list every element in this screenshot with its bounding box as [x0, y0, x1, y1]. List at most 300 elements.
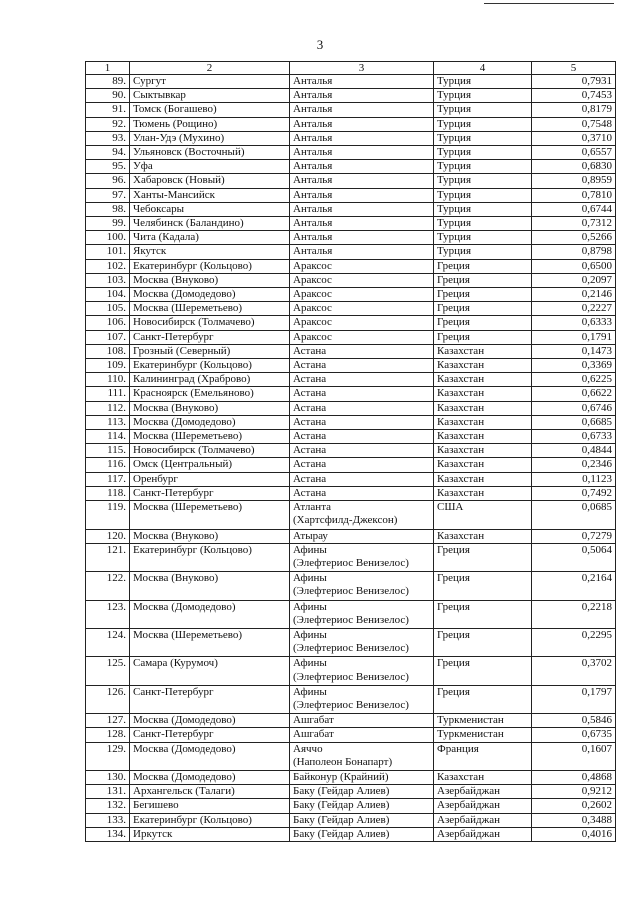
- coefficient-value: 0,1473: [532, 344, 616, 358]
- origin-airport: Якутск: [130, 245, 290, 259]
- destination-airport: [290, 359, 434, 373]
- table-row: [86, 288, 616, 302]
- destination-airport: [290, 600, 434, 628]
- destination-line: Афины: [293, 572, 327, 585]
- table-row: [86, 89, 616, 103]
- origin-airport: Калининград (Храброво): [130, 373, 290, 387]
- row-number: 101.: [86, 245, 130, 259]
- coefficient-value: 0,6744: [532, 202, 616, 216]
- coefficient-value: 0,8179: [532, 103, 616, 117]
- country: Греция: [434, 600, 532, 628]
- destination-airport: [290, 302, 434, 316]
- destination-airport: [290, 373, 434, 387]
- row-number: 128.: [86, 728, 130, 742]
- country: Турция: [434, 217, 532, 231]
- destination-airport: [290, 174, 434, 188]
- row-number: 124.: [86, 628, 130, 656]
- destination-airport: [290, 160, 434, 174]
- destination-line: Астана: [293, 430, 327, 443]
- table-row: [86, 770, 616, 784]
- row-number: 97.: [86, 188, 130, 202]
- country: Туркменистан: [434, 714, 532, 728]
- destination-line: Астана: [293, 401, 327, 414]
- origin-airport: Красноярск (Емельяново): [130, 387, 290, 401]
- country: Турция: [434, 174, 532, 188]
- destination-airport: [290, 344, 434, 358]
- table-row: [86, 174, 616, 188]
- destination-airport: [290, 117, 434, 131]
- table-row: [86, 302, 616, 316]
- destination-line: Астана: [293, 415, 327, 428]
- country: Азербайджан: [434, 799, 532, 813]
- destination-line: Араксос: [293, 302, 332, 315]
- origin-airport: Архангельск (Талаги): [130, 785, 290, 799]
- destination-line: Ашгабат: [293, 714, 334, 727]
- destination-airport: [290, 444, 434, 458]
- column-header: 5: [532, 62, 616, 75]
- table-row: [86, 827, 616, 841]
- row-number: 105.: [86, 302, 130, 316]
- origin-airport: Тюмень (Рощино): [130, 117, 290, 131]
- table-row: [86, 160, 616, 174]
- destination-line: Баку (Гейдар Алиев): [293, 813, 390, 826]
- row-number: 108.: [86, 344, 130, 358]
- destination-line: Астана: [293, 472, 327, 485]
- country: Греция: [434, 273, 532, 287]
- origin-airport: Екатеринбург (Кольцово): [130, 813, 290, 827]
- country: Казахстан: [434, 486, 532, 500]
- country: Турция: [434, 146, 532, 160]
- destination-airport: [290, 245, 434, 259]
- coefficient-value: 0,7453: [532, 89, 616, 103]
- destination-line: Анталья: [293, 174, 333, 187]
- destination-line: Атырау: [293, 529, 328, 542]
- origin-airport: Оренбург: [130, 472, 290, 486]
- destination-airport: [290, 259, 434, 273]
- origin-airport: Ульяновск (Восточный): [130, 146, 290, 160]
- coefficient-value: 0,3710: [532, 131, 616, 145]
- destination-line: Араксос: [293, 316, 332, 329]
- origin-airport: Москва (Домодедово): [130, 288, 290, 302]
- row-number: 98.: [86, 202, 130, 216]
- table-row: [86, 415, 616, 429]
- destination-line: Араксос: [293, 259, 332, 272]
- destination-line: Анталья: [293, 89, 333, 102]
- destination-line: Астана: [293, 458, 327, 471]
- destination-line: Анталья: [293, 75, 333, 87]
- coefficient-value: 0,3702: [532, 657, 616, 685]
- country: Франция: [434, 742, 532, 770]
- destination-airport: [290, 273, 434, 287]
- destination-line: Анталья: [293, 188, 333, 201]
- column-header: 1: [86, 62, 130, 75]
- origin-airport: Москва (Домодедово): [130, 600, 290, 628]
- destination-line: Байконур (Крайний): [293, 770, 389, 783]
- table-row: [86, 657, 616, 685]
- destination-airport: [290, 288, 434, 302]
- country: Греция: [434, 543, 532, 571]
- destination-line: Араксос: [293, 273, 332, 286]
- country: Казахстан: [434, 430, 532, 444]
- origin-airport: Самара (Курумоч): [130, 657, 290, 685]
- table-row: [86, 217, 616, 231]
- destination-line: Анталья: [293, 231, 333, 244]
- origin-airport: Москва (Внуково): [130, 572, 290, 600]
- coefficient-value: 0,2097: [532, 273, 616, 287]
- destination-line: (Элефтериос Венизелос): [293, 585, 409, 598]
- coefficient-value: 0,7492: [532, 486, 616, 500]
- row-number: 121.: [86, 543, 130, 571]
- destination-airport: [290, 628, 434, 656]
- coefficient-value: 0,6735: [532, 728, 616, 742]
- coefficient-value: 0,2295: [532, 628, 616, 656]
- country: Казахстан: [434, 529, 532, 543]
- country: Греция: [434, 572, 532, 600]
- origin-airport: Санкт-Петербург: [130, 685, 290, 713]
- row-number: 119.: [86, 501, 130, 529]
- origin-airport: Санкт-Петербург: [130, 728, 290, 742]
- country: Греция: [434, 330, 532, 344]
- coefficient-value: 0,1797: [532, 685, 616, 713]
- country: Турция: [434, 117, 532, 131]
- coefficient-value: 0,7810: [532, 188, 616, 202]
- coefficient-value: 0,7931: [532, 75, 616, 89]
- table-row: [86, 373, 616, 387]
- table-row: [86, 188, 616, 202]
- table-row: [86, 813, 616, 827]
- destination-line: Афины: [293, 685, 327, 698]
- country: Азербайджан: [434, 827, 532, 841]
- origin-airport: Москва (Домодедово): [130, 415, 290, 429]
- row-number: 134.: [86, 827, 130, 841]
- origin-airport: Чебоксары: [130, 202, 290, 216]
- destination-line: Араксос: [293, 288, 332, 301]
- row-number: 127.: [86, 714, 130, 728]
- country: Греция: [434, 685, 532, 713]
- origin-airport: Ханты-Мансийск: [130, 188, 290, 202]
- destination-airport: [290, 89, 434, 103]
- coefficient-value: 0,7279: [532, 529, 616, 543]
- coefficient-value: 0,2164: [532, 572, 616, 600]
- row-number: 130.: [86, 770, 130, 784]
- coefficient-value: 0,6622: [532, 387, 616, 401]
- table-row: [86, 472, 616, 486]
- destination-line: Анталья: [293, 103, 333, 116]
- destination-airport: [290, 770, 434, 784]
- destination-airport: [290, 501, 434, 529]
- table-row: [86, 202, 616, 216]
- country: США: [434, 501, 532, 529]
- coefficient-value: 0,2602: [532, 799, 616, 813]
- country: Казахстан: [434, 401, 532, 415]
- country: Азербайджан: [434, 813, 532, 827]
- destination-airport: [290, 685, 434, 713]
- country: Казахстан: [434, 770, 532, 784]
- coefficient-value: 0,5266: [532, 231, 616, 245]
- origin-airport: Москва (Домодедово): [130, 742, 290, 770]
- table-row: [86, 117, 616, 131]
- destination-airport: [290, 401, 434, 415]
- row-number: 131.: [86, 785, 130, 799]
- country: Греция: [434, 657, 532, 685]
- destination-line: Атланта: [293, 501, 332, 514]
- table-row: [86, 628, 616, 656]
- table-row: [86, 330, 616, 344]
- origin-airport: Сыктывкар: [130, 89, 290, 103]
- destination-line: (Хартсфилд-Джексон): [293, 514, 398, 527]
- destination-line: Афины: [293, 628, 327, 641]
- destination-airport: [290, 728, 434, 742]
- coefficient-value: 0,6733: [532, 430, 616, 444]
- origin-airport: Хабаровск (Новый): [130, 174, 290, 188]
- coefficient-value: 0,9212: [532, 785, 616, 799]
- country: Турция: [434, 188, 532, 202]
- coefficient-value: 0,6225: [532, 373, 616, 387]
- row-number: 91.: [86, 103, 130, 117]
- origin-airport: Екатеринбург (Кольцово): [130, 543, 290, 571]
- row-number: 122.: [86, 572, 130, 600]
- row-number: 126.: [86, 685, 130, 713]
- destination-line: (Элефтериос Венизелос): [293, 556, 409, 569]
- destination-line: Анталья: [293, 117, 333, 130]
- table-row: [86, 742, 616, 770]
- table-row: [86, 430, 616, 444]
- coefficient-value: 0,1607: [532, 742, 616, 770]
- column-header: 2: [130, 62, 290, 75]
- coefficient-value: 0,5846: [532, 714, 616, 728]
- destination-airport: [290, 742, 434, 770]
- destination-line: Астана: [293, 387, 327, 400]
- coefficient-value: 0,3488: [532, 813, 616, 827]
- country: Казахстан: [434, 359, 532, 373]
- top-rule: [484, 3, 614, 4]
- destination-airport: [290, 572, 434, 600]
- table-row: [86, 273, 616, 287]
- row-number: 111.: [86, 387, 130, 401]
- row-number: 115.: [86, 444, 130, 458]
- destination-line: (Элефтериос Венизелос): [293, 670, 409, 683]
- row-number: 116.: [86, 458, 130, 472]
- country: Греция: [434, 302, 532, 316]
- destination-line: Анталья: [293, 160, 333, 173]
- destination-line: (Элефтериос Венизелос): [293, 642, 409, 655]
- page-number: 3: [316, 37, 324, 52]
- coefficient-value: 0,6746: [532, 401, 616, 415]
- destination-airport: [290, 131, 434, 145]
- destination-line: Араксос: [293, 330, 332, 343]
- table-row: [86, 131, 616, 145]
- destination-airport: [290, 75, 434, 89]
- destination-line: Баку (Гейдар Алиев): [293, 799, 390, 812]
- destination-line: Анталья: [293, 146, 333, 159]
- row-number: 123.: [86, 600, 130, 628]
- origin-airport: Москва (Домодедово): [130, 770, 290, 784]
- destination-airport: [290, 827, 434, 841]
- table-row: [86, 501, 616, 529]
- coefficient-value: 0,2346: [532, 458, 616, 472]
- table-row: [86, 401, 616, 415]
- destination-line: (Элефтериос Венизелос): [293, 698, 409, 711]
- destination-airport: [290, 486, 434, 500]
- origin-airport: Новосибирск (Толмачево): [130, 444, 290, 458]
- coefficient-value: 0,5064: [532, 543, 616, 571]
- origin-airport: Екатеринбург (Кольцово): [130, 359, 290, 373]
- destination-airport: [290, 330, 434, 344]
- destination-line: Баку (Гейдар Алиев): [293, 827, 390, 840]
- coefficient-value: 0,8959: [532, 174, 616, 188]
- table-row: [86, 572, 616, 600]
- row-number: 133.: [86, 813, 130, 827]
- origin-airport: Томск (Богашево): [130, 103, 290, 117]
- table-row: [86, 543, 616, 571]
- destination-airport: [290, 316, 434, 330]
- destination-line: Астана: [293, 373, 327, 386]
- destination-airport: [290, 387, 434, 401]
- table-body: [86, 75, 616, 842]
- destination-line: Афины: [293, 600, 327, 613]
- destination-airport: [290, 217, 434, 231]
- table-row: [86, 387, 616, 401]
- table-row: [86, 600, 616, 628]
- row-number: 110.: [86, 373, 130, 387]
- country: Азербайджан: [434, 785, 532, 799]
- coefficient-value: 0,6830: [532, 160, 616, 174]
- origin-airport: Уфа: [130, 160, 290, 174]
- coefficient-value: 0,0685: [532, 501, 616, 529]
- table-row: [86, 685, 616, 713]
- country: Турция: [434, 160, 532, 174]
- country: Турция: [434, 202, 532, 216]
- table-row: [86, 259, 616, 273]
- row-number: 125.: [86, 657, 130, 685]
- destination-line: Анталья: [293, 202, 333, 215]
- table-row: [86, 231, 616, 245]
- row-number: 106.: [86, 316, 130, 330]
- coefficient-value: 0,7312: [532, 217, 616, 231]
- destination-airport: [290, 714, 434, 728]
- row-number: 96.: [86, 174, 130, 188]
- row-number: 117.: [86, 472, 130, 486]
- country: Турция: [434, 75, 532, 89]
- table-row: [86, 75, 616, 89]
- column-header: 3: [290, 62, 434, 75]
- destination-airport: [290, 543, 434, 571]
- destination-airport: [290, 472, 434, 486]
- row-number: 104.: [86, 288, 130, 302]
- table-row: [86, 359, 616, 373]
- destination-airport: [290, 657, 434, 685]
- origin-airport: Челябинск (Баландино): [130, 217, 290, 231]
- destination-airport: [290, 458, 434, 472]
- origin-airport: Омск (Центральный): [130, 458, 290, 472]
- header-row: [86, 62, 616, 75]
- row-number: 113.: [86, 415, 130, 429]
- origin-airport: Чита (Кадала): [130, 231, 290, 245]
- table-row: [86, 785, 616, 799]
- coefficient-value: 0,6500: [532, 259, 616, 273]
- destination-line: Астана: [293, 444, 327, 457]
- coefficient-value: 0,1123: [532, 472, 616, 486]
- country: Казахстан: [434, 373, 532, 387]
- coefficient-value: 0,8798: [532, 245, 616, 259]
- tariff-table: [85, 61, 616, 842]
- country: Турция: [434, 89, 532, 103]
- destination-airport: [290, 813, 434, 827]
- coefficient-value: 0,4868: [532, 770, 616, 784]
- coefficient-value: 0,6557: [532, 146, 616, 160]
- destination-line: Ашгабат: [293, 728, 334, 741]
- country: Греция: [434, 628, 532, 656]
- coefficient-value: 0,7548: [532, 117, 616, 131]
- table-row: [86, 245, 616, 259]
- origin-airport: Москва (Шереметьево): [130, 430, 290, 444]
- origin-airport: Москва (Внуково): [130, 273, 290, 287]
- coefficient-value: 0,6685: [532, 415, 616, 429]
- coefficient-value: 0,4016: [532, 827, 616, 841]
- table-row: [86, 103, 616, 117]
- country: Казахстан: [434, 415, 532, 429]
- coefficient-value: 0,2146: [532, 288, 616, 302]
- table-row: [86, 344, 616, 358]
- destination-line: Анталья: [293, 217, 333, 230]
- destination-airport: [290, 103, 434, 117]
- table-row: [86, 714, 616, 728]
- destination-line: Анталья: [293, 245, 333, 258]
- table-row: [86, 458, 616, 472]
- origin-airport: Грозный (Северный): [130, 344, 290, 358]
- origin-airport: Москва (Шереметьево): [130, 628, 290, 656]
- destination-airport: [290, 430, 434, 444]
- origin-airport: Санкт-Петербург: [130, 330, 290, 344]
- destination-airport: [290, 415, 434, 429]
- row-number: 114.: [86, 430, 130, 444]
- country: Греция: [434, 259, 532, 273]
- origin-airport: Санкт-Петербург: [130, 486, 290, 500]
- destination-line: (Наполеон Бонапарт): [293, 755, 393, 768]
- table-row: [86, 486, 616, 500]
- destination-line: Аяччо: [293, 742, 323, 755]
- destination-line: Анталья: [293, 131, 333, 144]
- table-row: [86, 444, 616, 458]
- row-number: 129.: [86, 742, 130, 770]
- origin-airport: Москва (Домодедово): [130, 714, 290, 728]
- origin-airport: Новосибирск (Толмачево): [130, 316, 290, 330]
- coefficient-value: 0,4844: [532, 444, 616, 458]
- country: Турция: [434, 103, 532, 117]
- country: Казахстан: [434, 444, 532, 458]
- row-number: 100.: [86, 231, 130, 245]
- destination-line: Баку (Гейдар Алиев): [293, 785, 390, 798]
- destination-airport: [290, 146, 434, 160]
- origin-airport: Бегишево: [130, 799, 290, 813]
- table-row: [86, 728, 616, 742]
- row-number: 89.: [86, 75, 130, 89]
- country: Греция: [434, 316, 532, 330]
- destination-line: Астана: [293, 359, 327, 372]
- row-number: 103.: [86, 273, 130, 287]
- destination-airport: [290, 799, 434, 813]
- destination-line: (Элефтериос Венизелос): [293, 613, 409, 626]
- destination-line: Астана: [293, 344, 327, 357]
- table-row: [86, 316, 616, 330]
- origin-airport: Екатеринбург (Кольцово): [130, 259, 290, 273]
- coefficient-value: 0,3369: [532, 359, 616, 373]
- table-row: [86, 799, 616, 813]
- country: Турция: [434, 245, 532, 259]
- row-number: 90.: [86, 89, 130, 103]
- coefficient-value: 0,6333: [532, 316, 616, 330]
- row-number: 92.: [86, 117, 130, 131]
